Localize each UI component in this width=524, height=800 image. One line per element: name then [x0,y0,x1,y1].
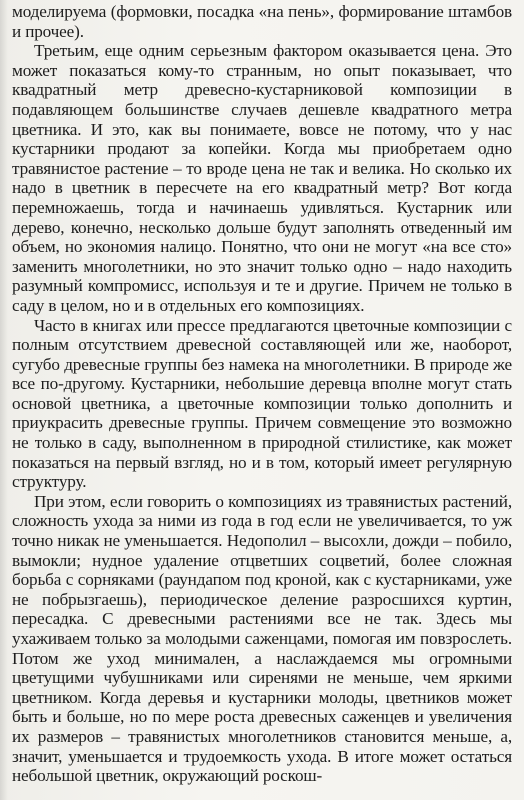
body-text [12,2,512,786]
paragraph-3: Часто в книгах или прессе предлагаются цветочные композиции с полным отсутствием древесной составляющей или же, наоборот, сугубо древесные группы без намека на многолетники. В природе же все по-другому. Кустарники, небольшие деревца вполне могут стать основой цветника, а цветочные композиции только дополнить и приукрасить древесные группы. Причем совмещение это возможно не только в саду, выполненном в природной стилистике, как может показаться на первый взгляд, но и в том, который имеет регулярную структуру. [12,315,512,492]
paragraph-1: моделируема (формовки, посадка «на пень», формирование штамбов и прочее). [12,2,512,41]
paragraph-4: При этом, если говорить о композициях из травянистых растений, сложность ухода за ними из года в год если не увеличивается, то уж точно никак не уменьшается. Недополил – высохли, дожди – побило, вымокли; нудное удаление отцветших соцветий, более сложная борьба с сорняками (раундапом под кроной, как с кустарниками, уже не побрызгаешь), периодическое деление разросшихся куртин, пересадка. С древесными растениями все не так. Здесь мы ухаживаем только за молодыми саженцами, помогая им повзрослеть. Потом же уход минимален, а наслаждаемся мы огромными цветущими чубушниками или сиренями не меньше, чем яркими цветником. Когда деревья и кустарники молоды, цветников может быть и больше, но по мере роста древесных саженцев и увеличения их размеров – травянистых многолетников становится меньше, а, значит, уменьшается и трудоемкость ухода. В итоге может остаться небольшой цветник, окружающий роскош- [12,491,512,786]
paragraph-2: Третьим, еще одним серьезным фактором оказывается цена. Это может показаться кому-то странным, но опыт показывает, что квадратный метр древесно-кустарниковой композиции в подавляющем большинстве случаев дешевле квадратного метра цветника. И это, как вы понимаете, вовсе не потому, что у нас кустарники продают за копейки. Когда мы приобретаем одно травянистое растение – то вроде цена не так и велика. Но сколько их надо в цветник в пересчете на его квадратный метр? Вот когда перемножаешь, тогда и начинаешь удивляться. Кустарник или дерево, конечно, несколько дольше будут заполнять отведенный им объем, но экономия налицо. Понятно, что они не могут «на все сто» заменить многолетники, но это значит только одно – надо находить разумный компромисс, используя и те и другие. Причем не только в саду в целом, но и в отдельных его композициях. [12,41,512,315]
page-fold-shadow [0,0,8,800]
